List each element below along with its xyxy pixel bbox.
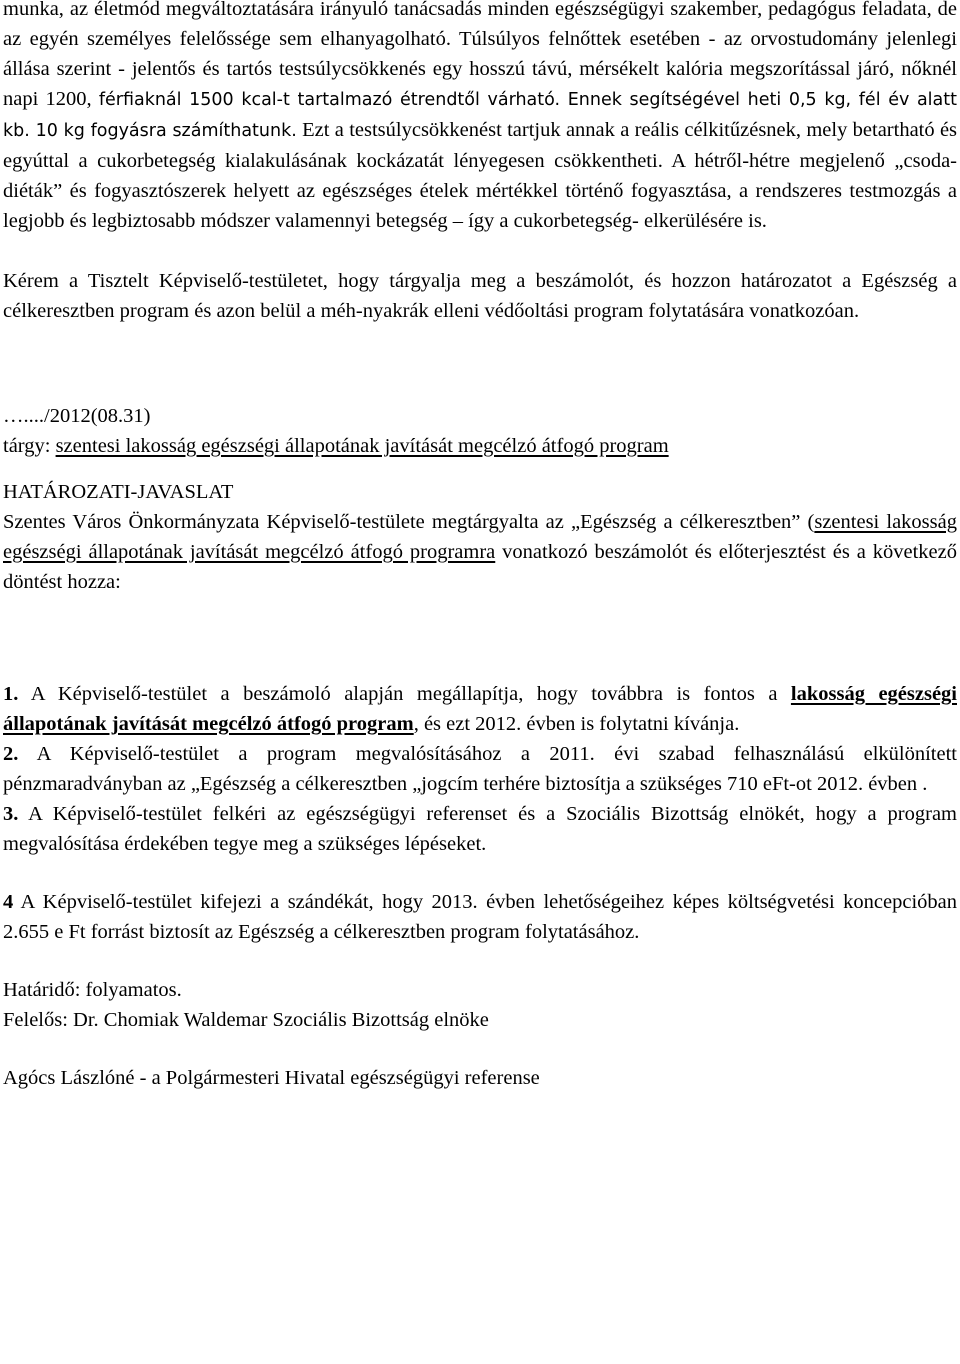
spacer — [3, 947, 957, 975]
item-program-name: lakosság egészségi állapotának javítását megcélzó átfogó program — [3, 683, 957, 735]
decision-intro-part1: Szentes Város Önkormányzata Képviselő-testülete megtárgyalta az „Egészség a célkeresztben” ( — [3, 511, 815, 533]
item-text: A Képviselő-testület a program megvalósításához a 2011. évi szabad felhasználású elkülönített pénzmaradványban az „Egészség a célkeresztben „jogcím terhére biztosítja a szükséges 710 eFt-ot 2012. évben . — [3, 743, 957, 795]
signature: Agócs Lászlóné - a Polgármesteri Hivatal egészségügyi referense — [3, 1067, 540, 1089]
spacer — [3, 236, 957, 266]
spacer — [3, 461, 957, 477]
item-text: A Képviselő-testület kifejezi a szándékát, hogy 2013. évben lehetőségeihez képes költségvetési koncepcióban 2.655 e Ft forrást biztosít az Egészség a célkeresztben program folytatásához. — [3, 891, 957, 943]
document-page — [3, 0, 957, 1093]
spacer — [3, 326, 957, 401]
intro-paragraph — [3, 0, 957, 236]
spacer — [3, 1035, 957, 1063]
intro-sentence-3: férfiaknál 1500 kcal-t tartalmazó étrendtől várható. Ennek segítségével heti 0,5 kg, fél év alatt kb. 10 kg fogyásra számíthatunk. — [3, 90, 957, 141]
decision-item-2 — [3, 739, 957, 799]
item-number: 2. — [3, 743, 19, 765]
subject-line — [3, 431, 957, 461]
decision-item-1 — [3, 679, 957, 739]
subject-text: szentesi lakosság egészségi állapotának javítását megcélzó átfogó program — [55, 435, 669, 457]
resolution-number: …..../2012(08.31) — [3, 405, 151, 427]
decision-intro — [3, 507, 957, 597]
spacer — [3, 859, 957, 887]
intro-sentence-4: Ezt a testsúlycsökkenést tartjuk annak a reális célkitűzésnek, mely betartható és egyúttal a cukorbetegség kialakulásának kockázatát lényegesen csökkentheti. — [3, 119, 958, 172]
decision-intro-part2: vonatkozó beszámolót és előterjesztést és a következő döntést hozza: — [3, 541, 957, 593]
resolution-heading: HATÁROZATI-JAVASLAT — [3, 481, 234, 503]
item-text: A Képviselő-testület felkéri az egészségügyi referenset és a Szociális Bizottság elnökét, hogy a program megvalósítása érdekében tegye meg a szükséges lépéseket. — [3, 803, 957, 855]
request-paragraph: Kérem a Tisztelt Képviselő-testületet, hogy tárgyalja meg a beszámolót, és hozzon határozatot a Egészség a célkeresztben program és azon belül a méh-nyakrák elleni védőoltási program folytatására vonatkozóan. — [3, 270, 957, 322]
item-number: 1. — [3, 683, 19, 705]
item-text-pre: A Képviselő-testület a beszámoló alapján megállapítja, hogy továbbra is fontos a — [18, 683, 791, 705]
responsible: Felelős: Dr. Chomiak Waldemar Szociális Bizottság elnöke — [3, 1009, 489, 1031]
spacer — [3, 649, 957, 679]
decision-intro-program: szentesi lakosság egészségi állapotának javítását megcélzó átfogó programra — [3, 511, 957, 563]
item-text-post: , és ezt 2012. évben is folytatni kívánja. — [413, 713, 740, 735]
intro-sentence-1: munka, az életmód megváltoztatására irányuló tanácsadás minden egészségügyi szakember, pedagógus feladata, de az egyén személyes felelőssége sem elhanyagolható. — [3, 0, 957, 50]
decision-item-4 — [3, 887, 957, 947]
spacer — [3, 597, 957, 649]
subject-label: tárgy: — [3, 435, 51, 457]
intro-sentence-5: A hétről-hétre megjelenő „csoda-diéták” és fogyasztószerek helyett az egészséges ételek mértékkel történő fogyasztása, a rendszeres testmozgás a legjobb és legbiztosabb módszer valamennyi betegség – így a cukorbetegség- elkerülésére is. — [3, 150, 958, 232]
decision-item-3 — [3, 799, 957, 859]
item-number: 4 — [3, 891, 14, 913]
item-number: 3. — [3, 803, 19, 825]
intro-sentence-2: Túlsúlyos felnőttek esetében - az orvostudomány jelenlegi állása szerint - jelentős és tartós testsúlycsökkenés egy hosszú távú, mérsékelt kalória megszorítással járó, nőknél napi 1200, — [3, 28, 957, 110]
deadline: Határidő: folyamatos. — [3, 979, 182, 1001]
